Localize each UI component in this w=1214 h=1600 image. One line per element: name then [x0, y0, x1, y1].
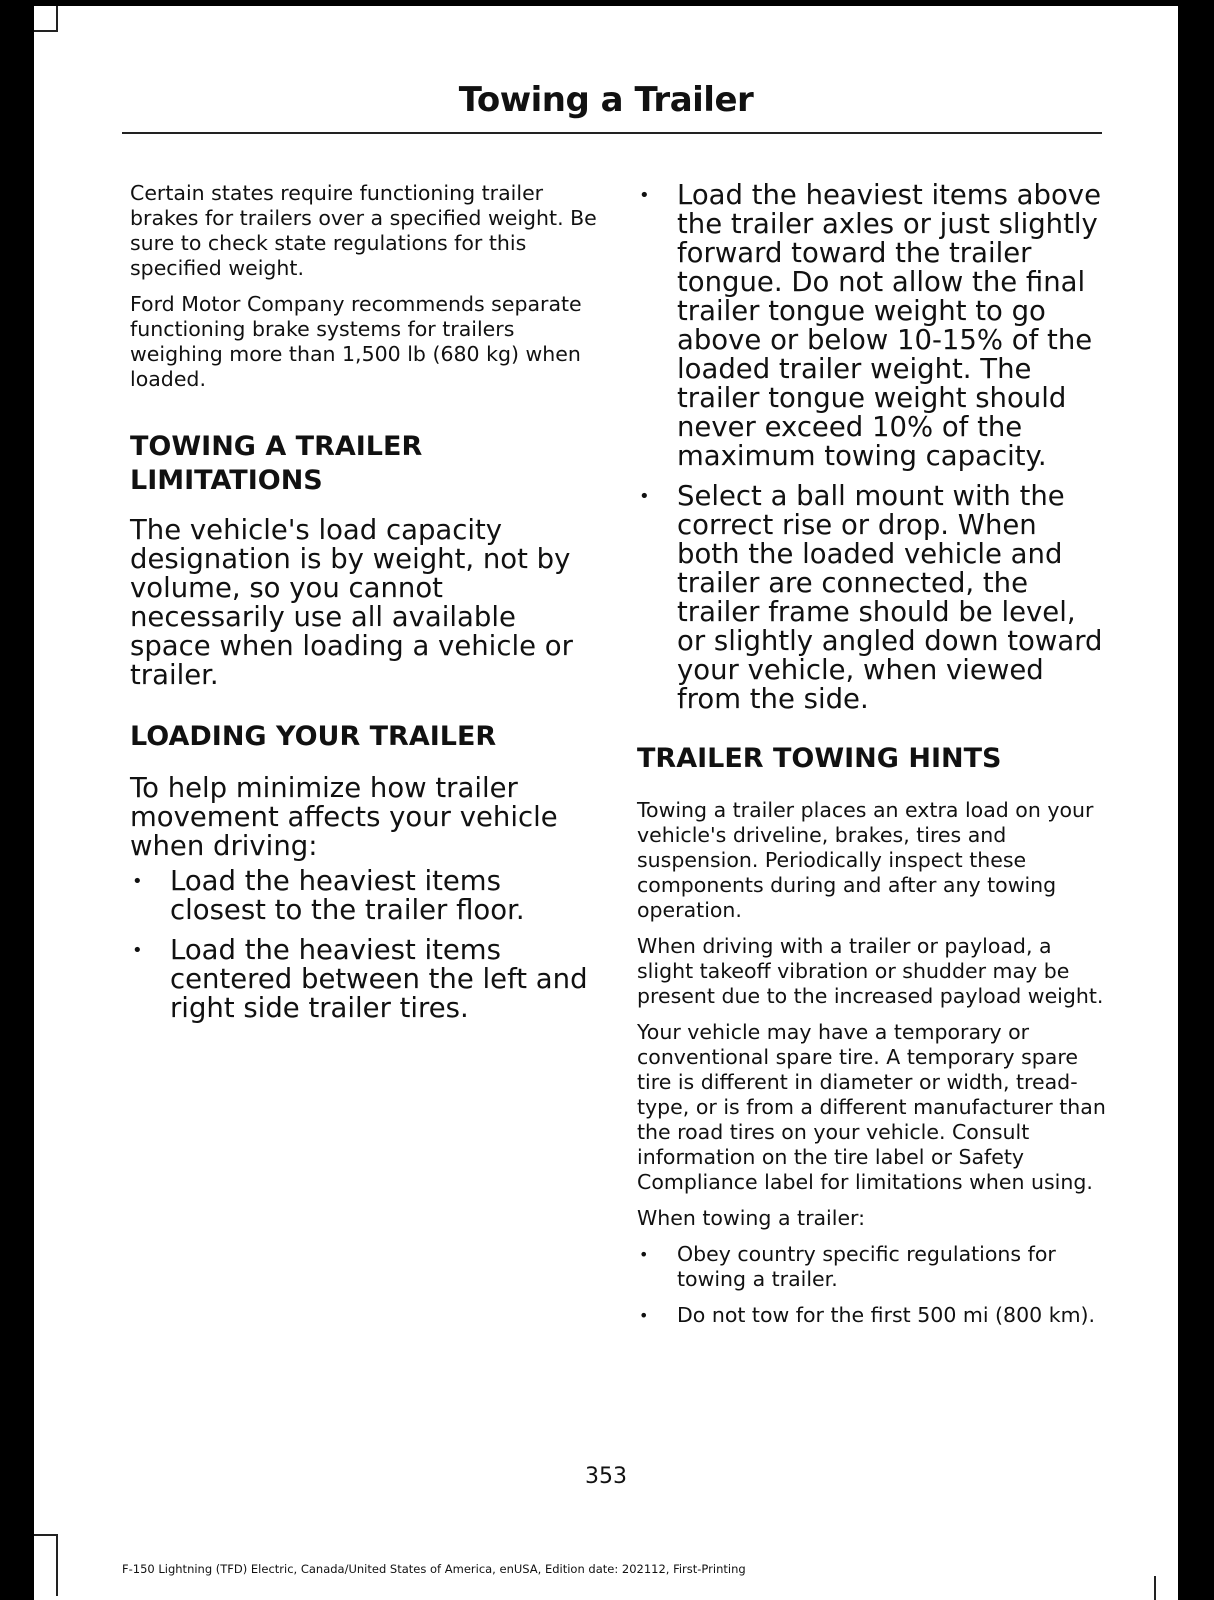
list-item [130, 867, 600, 925]
intro-paragraph-1: Certain states require functioning trailer brakes for trailers over a specified weight. Be sure to check state regulations for this specified weight. [130, 181, 597, 280]
loading-bullet-list [130, 867, 600, 1023]
limitations-body: The vehicle's load capacity designation is by weight, not by volume, so you cannot necessarily use all available space when loading a vehicle or trailer. [130, 514, 573, 691]
document-page [34, 6, 1178, 1600]
hints-bullet-list [637, 1242, 1107, 1328]
list-item [130, 936, 600, 1023]
title-rule [122, 132, 1102, 134]
limitations-heading-line-1: TOWING A TRAILER [130, 431, 423, 462]
crop-mark-bottom-left [34, 1534, 58, 1596]
left-column [130, 181, 600, 1034]
limitations-heading-line-2: LIMITATIONS [130, 465, 323, 496]
hints-paragraph-3: Your vehicle may have a temporary or conventional spare tire. A temporary spare tire is different in diameter or width, tread-type, or is from a different manufacturer than the road tires on your vehicle. Consult information on the tire label or Safety Compliance label for limitations when using. [637, 1020, 1106, 1194]
hints-paragraph-2: When driving with a trailer or payload, a slight takeoff vibration or shudder may be present due to the increased payload weight. [637, 934, 1104, 1008]
bullet-icon: • [132, 940, 143, 961]
loading-intro: To help minimize how trailer movement affects your vehicle when driving: [130, 772, 558, 862]
footer-text: F-150 Lightning (TFD) Electric, Canada/United States of America, enUSA, Edition date: 202112, First-Printing [122, 1562, 746, 1576]
bullet-icon: • [132, 871, 143, 892]
list-item-text: Load the heaviest items above the trailer axles or just slightly forward toward the trailer tongue. Do not allow the final trailer tongue weight to go above or below 10-15% of the loaded trailer weight. The trailer tongue weight should never exceed 10% of the maximum towing capacity. [677, 179, 1101, 472]
hints-paragraph-4: When towing a trailer: [637, 1206, 866, 1230]
list-item [637, 1242, 1107, 1292]
list-item-text: Load the heaviest items centered between the left and right side trailer tires. [170, 934, 588, 1024]
limitations-heading [130, 430, 600, 498]
list-item-text: Obey country specific regulations for towing a trailer. [677, 1242, 1056, 1291]
bullet-icon: • [639, 185, 650, 206]
right-column [637, 181, 1107, 1339]
list-item [637, 1303, 1107, 1328]
crop-mark-top-left [34, 6, 58, 32]
intro-paragraph-2: Ford Motor Company recommends separate functioning brake systems for trailers weighing more than 1,500 lb (680 kg) when loaded. [130, 292, 582, 391]
bullet-icon: • [639, 1245, 649, 1264]
list-item [637, 181, 1107, 471]
bullet-icon: • [639, 486, 650, 507]
crop-mark-bottom-right [1154, 1576, 1180, 1600]
hints-paragraph-1: Towing a trailer places an extra load on your vehicle's driveline, brakes, tires and suspension. Periodically inspect these components during and after any towing operation. [637, 798, 1094, 922]
page-title: Towing a Trailer [458, 80, 754, 120]
list-item [637, 482, 1107, 714]
hints-heading: TRAILER TOWING HINTS [637, 743, 1002, 774]
bullet-icon: • [639, 1306, 649, 1325]
list-item-text: Select a ball mount with the correct rise or drop. When both the loaded vehicle and trailer are connected, the trailer frame should be level, or slightly angled down toward your vehicle, when viewed from the side. [677, 480, 1103, 715]
loading-bullet-list-continued [637, 181, 1107, 714]
list-item-text: Load the heaviest items closest to the trailer floor. [170, 865, 525, 926]
list-item-text: Do not tow for the first 500 mi (800 km). [677, 1303, 1096, 1327]
loading-heading: LOADING YOUR TRAILER [130, 721, 497, 752]
page-number: 353 [585, 1464, 627, 1489]
